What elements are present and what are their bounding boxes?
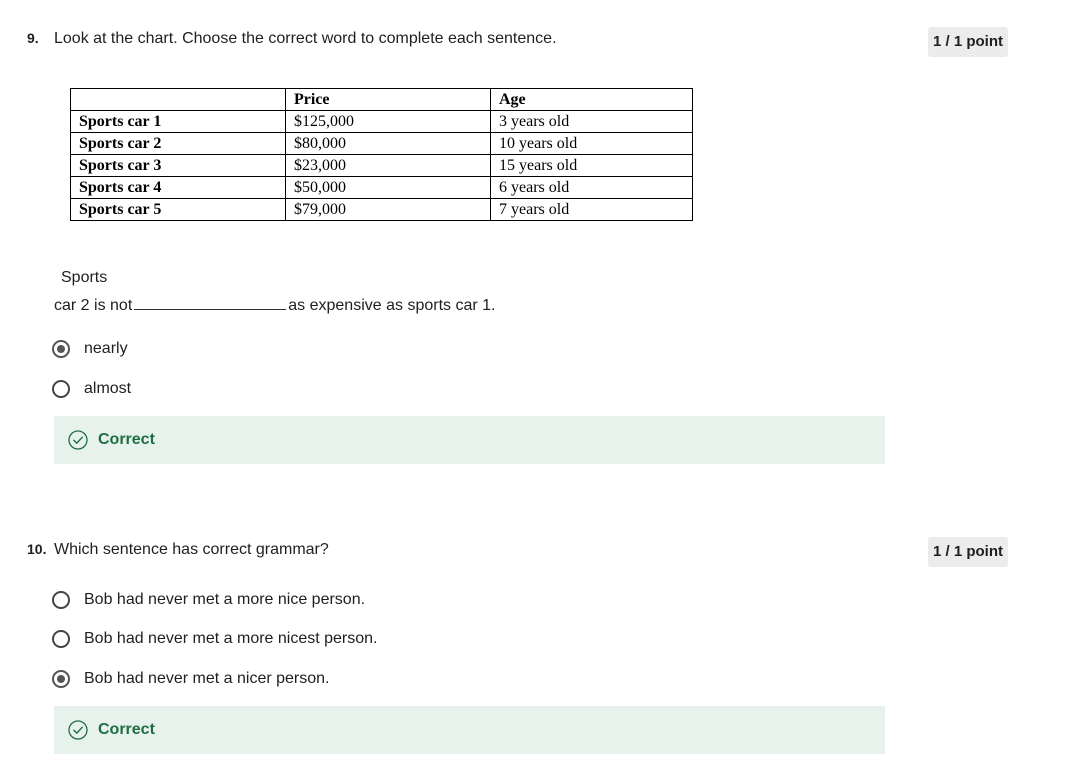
- table-cell: 3 years old: [491, 111, 693, 133]
- table-row: [71, 155, 693, 177]
- question-number: 10.: [27, 541, 47, 557]
- table-cell: 10 years old: [491, 133, 693, 155]
- sentence-part-2: as expensive as sports car 1.: [288, 297, 496, 314]
- sports-car-chart: [70, 88, 693, 221]
- option-nearly[interactable]: [52, 337, 128, 361]
- feedback-correct: [54, 416, 885, 464]
- table-cell: 6 years old: [491, 177, 693, 199]
- feedback-correct: [54, 706, 885, 754]
- sentence-part-1: car 2 is not: [54, 297, 133, 314]
- table-cell: 15 years old: [491, 155, 693, 177]
- table-cell: $80,000: [286, 133, 491, 155]
- option-label: Bob had never met a more nicest person.: [84, 630, 378, 647]
- sentence-line-1: Sports: [61, 269, 108, 286]
- question-prompt: Which sentence has correct grammar?: [54, 541, 329, 558]
- table-row: [71, 133, 693, 155]
- table-cell: Sports car 3: [71, 155, 286, 177]
- table-header-row: [71, 89, 693, 111]
- radio-selected[interactable]: [52, 670, 70, 688]
- table-row: [71, 177, 693, 199]
- table-cell: Sports car 4: [71, 177, 286, 199]
- radio-selected[interactable]: [52, 340, 70, 358]
- points-badge: 1 / 1 point: [928, 537, 1008, 567]
- feedback-label: Correct: [98, 431, 155, 448]
- radio-unselected[interactable]: [52, 630, 70, 648]
- table-cell: Sports car 5: [71, 199, 286, 221]
- table-header-cell: [71, 89, 286, 111]
- table-cell: Sports car 2: [71, 133, 286, 155]
- answer-blank: [134, 295, 286, 310]
- option-nicer[interactable]: [52, 667, 329, 691]
- question-number: 9.: [27, 30, 39, 46]
- feedback-label: Correct: [98, 721, 155, 738]
- table-cell: $79,000: [286, 199, 491, 221]
- table-cell: $23,000: [286, 155, 491, 177]
- check-circle-icon: [68, 720, 88, 740]
- option-almost[interactable]: [52, 377, 131, 401]
- option-more-nice[interactable]: [52, 588, 365, 612]
- table-header-cell: Age: [491, 89, 693, 111]
- check-circle-icon: [68, 430, 88, 450]
- table-cell: Sports car 1: [71, 111, 286, 133]
- option-more-nicest[interactable]: [52, 627, 378, 651]
- radio-unselected[interactable]: [52, 380, 70, 398]
- fill-blank-sentence: [54, 295, 495, 315]
- table-row: [71, 199, 693, 221]
- table-cell: $125,000: [286, 111, 491, 133]
- points-badge: 1 / 1 point: [928, 27, 1008, 57]
- question-prompt: Look at the chart. Choose the correct word to complete each sentence.: [54, 30, 557, 47]
- table-cell: 7 years old: [491, 199, 693, 221]
- table-header-cell: Price: [286, 89, 491, 111]
- option-label: nearly: [84, 340, 128, 357]
- option-label: Bob had never met a more nice person.: [84, 591, 366, 608]
- table-cell: $50,000: [286, 177, 491, 199]
- table-row: [71, 111, 693, 133]
- radio-unselected[interactable]: [52, 591, 70, 609]
- option-label: Bob had never met a nicer person.: [84, 670, 330, 687]
- option-label: almost: [84, 380, 132, 397]
